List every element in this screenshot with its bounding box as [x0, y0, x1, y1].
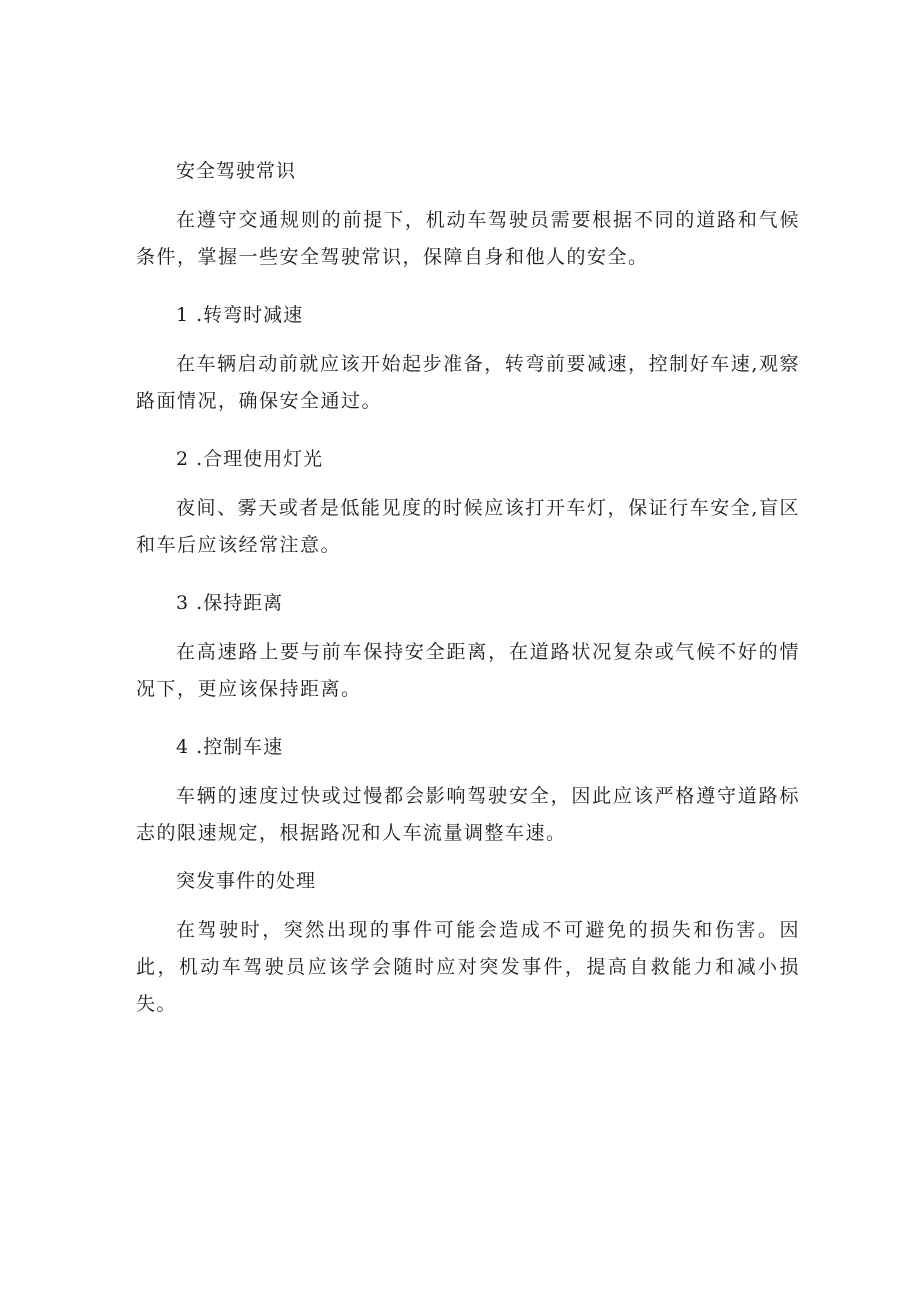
intro-paragraph: 在遵守交通规则的前提下，机动车驾驶员需要根据不同的道路和气候条件，掌握一些安全驾驶常识，保障自身和他人的安全。 [136, 209, 800, 268]
emergency-body: 在驾驶时，突然出现的事件可能会造成不可避免的损失和伤害。因此，机动车驾驶员应该学会随时应对突发事件，提高自救能力和减小损失。 [136, 919, 800, 1015]
section-body-3: 在高速路上要与前车保持安全距离，在道路状况复杂或气候不好的情况下，更应该保持距离。 [136, 641, 800, 700]
document-title: 安全驾驶常识 [176, 160, 297, 182]
section-heading-2: 2 .合理使用灯光 [176, 448, 324, 470]
section-body-2: 夜间、雾天或者是低能见度的时候应该打开车灯，保证行车安全,盲区和车后应该经常注意。 [136, 497, 800, 556]
section-body-1: 在车辆启动前就应该开始起步准备，转弯前要减速，控制好车速,观察路面情况，确保安全通过。 [136, 353, 800, 412]
emergency-heading: 突发事件的处理 [176, 870, 317, 892]
section-heading-4: 4 .控制车速 [176, 736, 284, 758]
section-heading-1: 1 .转弯时减速 [176, 304, 304, 326]
section-body-4: 车辆的速度过快或过慢都会影响驾驶安全，因此应该严格遵守道路标志的限速规定，根据路况和人车流量调整车速。 [136, 785, 800, 844]
section-heading-3: 3 .保持距离 [176, 592, 284, 614]
